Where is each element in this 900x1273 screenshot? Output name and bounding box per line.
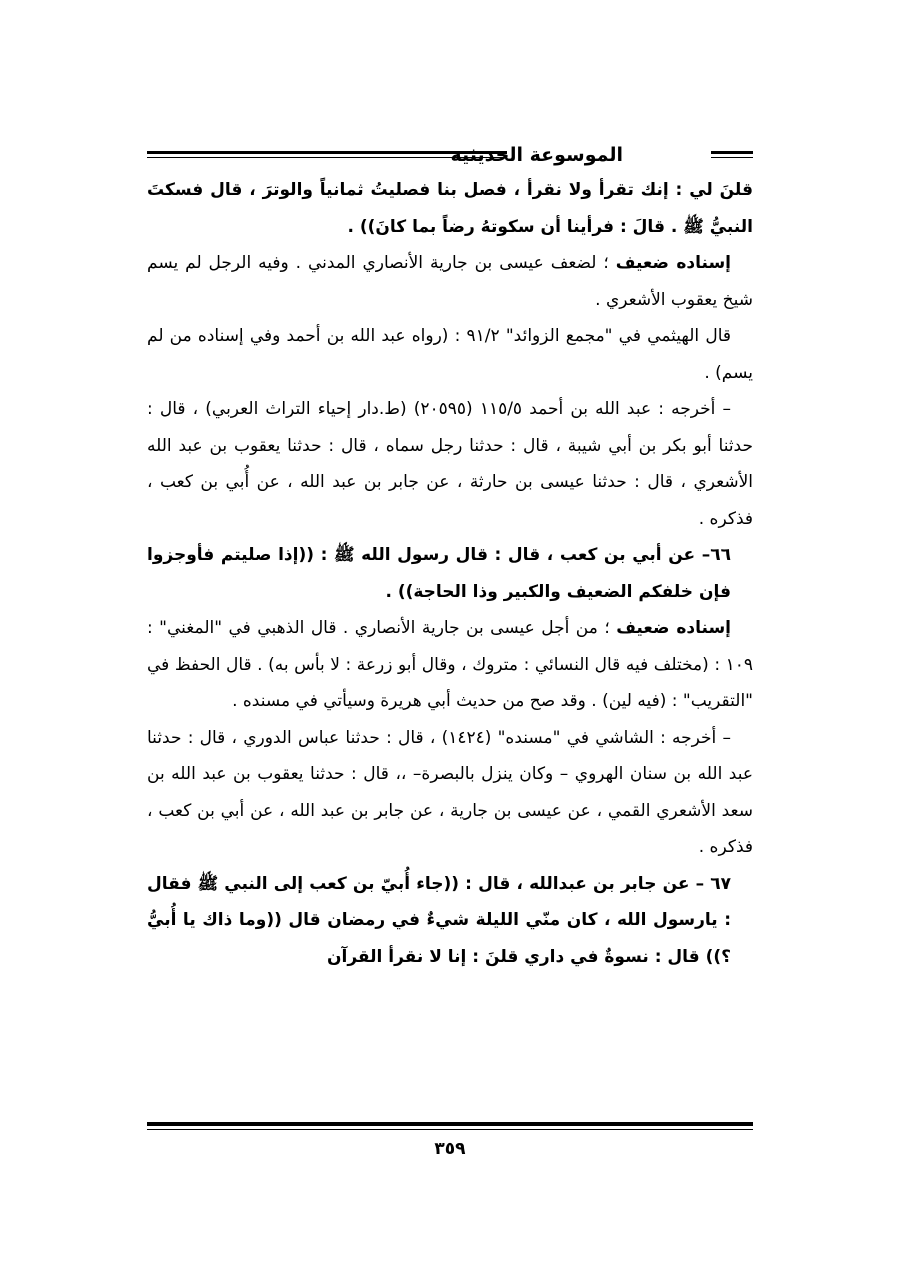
page-number: ٣٥٩: [434, 1139, 466, 1159]
takhrij-text: – أخرجه : الشاشي في "مسنده" (١٤٢٤) ، قال : حدثنا عباس الدوري ، قال : حدثنا عبد الله بن سنان الهروي – وكان ينزل بالبصرة– ،، قال : حدثنا يعقوب بن عبد الله بن سعد الأشعري القمي ، عن عيسى بن جارية ، عن جابر بن عبد الله ، عن أبي بن كعب ، فذكره .: [147, 727, 753, 857]
takhrij-text: – أخرجه : عبد الله بن أحمد ١١٥/٥ (٢٠٥٩٥) (ط.دار إحياء التراث العربي) ، قال : حدثنا أبو بكر بن أبي شيبة ، قال : حدثنا رجل سماه ، قال : حدثنا يعقوب بن عبد الله الأشعري ، قال : حدثنا عيسى بن حارثة ، عن جابر بن عبد الله ، عن أُبي بن كعب ، فذكره .: [147, 399, 753, 529]
hadith-66: [147, 537, 753, 610]
header-rule-right: [711, 151, 753, 158]
isnad-label: إسناده ضعيف: [615, 253, 731, 273]
paragraph-takhrij: [147, 720, 753, 866]
paragraph-isnad-grade: [147, 610, 753, 720]
hadith-text: ٦٦– عن أبي بن كعب ، قال : قال رسول الله ﷺ : ((إذا صليتم فأوجزوا فإن خلفكم الضعيف والكبير وذا الحاجة)) .: [147, 545, 731, 602]
paragraph-isnad-grade: [147, 245, 753, 318]
footer-rule: [147, 1122, 753, 1130]
hadith-text: قلنَ لي : إنك تقرأ ولا نقرأ ، فصل بنا فصليتُ ثمانياً والوترَ ، قال فسكتَ النبيُّ ﷺ . قالَ : فرأينا أن سكوتهُ رضاً بما كانَ)) .: [147, 180, 753, 237]
paragraph-takhrij: [147, 391, 753, 537]
isnad-text: ؛ من أجل عيسى بن جارية الأنصاري . قال الذهبي في "المغني" : ١٠٩ : (مختلف فيه قال النسائي : متروك ، وقال أبو زرعة : لا بأس به) . قال الحفظ في "التقريب" : (فيه لين) . وقد صح من حديث أبي هريرة وسيأتي في مسنده .: [147, 618, 753, 711]
paragraph-haythami: [147, 318, 753, 391]
page-body: [147, 172, 753, 975]
running-header: [147, 140, 753, 170]
isnad-label: إسناده ضعيف: [616, 618, 731, 638]
hadith-text: ٦٧ – عن جابر بن عبدالله ، قال : ((جاء أُبيّ بن كعب إلى النبي ﷺ فقال : يارسول الله ، كان منّي الليلة شيءٌ في رمضان قال ((وما ذاك يا أُبيُّ ؟)) قال : نسوةٌ في داري قلنَ : إنا لا نقرأ القرآن: [147, 873, 731, 967]
paragraph-continuation: [147, 172, 753, 245]
isnad-text: ؛ لضعف عيسى بن جارية الأنصاري المدني . وفيه الرجل لم يسم شيخ يعقوب الأشعري .: [147, 253, 753, 310]
header-title: الموسوعة الحديثية: [450, 144, 623, 166]
commentary-text: قال الهيثمي في "مجمع الزوائد" ٩١/٢ : (رواه عبد الله بن أحمد وفي إسناده من لم يسم) .: [147, 326, 753, 383]
hadith-67: [147, 866, 753, 976]
